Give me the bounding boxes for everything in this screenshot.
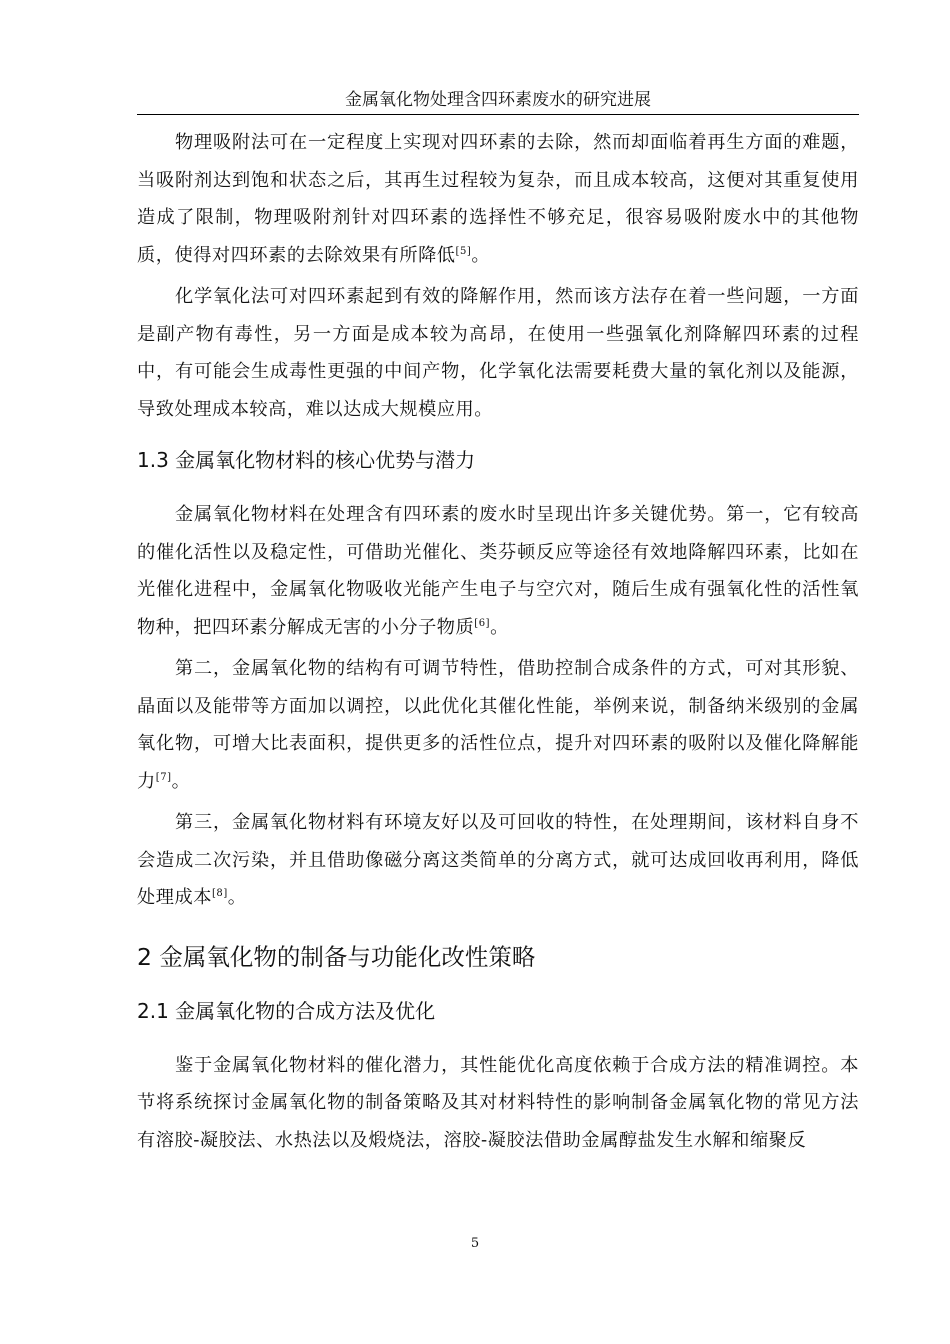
paragraph-text: 第三，金属氧化物材料有环境友好以及可回收的特性，在处理期间，该材料自身不会造成二次污染，并且借助像磁分离这类简单的分离方式，就可达成回收再利用，降低处理成本 [137, 812, 859, 908]
citation-ref: [8] [211, 888, 228, 899]
paragraph-end: 。 [490, 616, 509, 638]
page-body [137, 124, 859, 1159]
heading-1-3: 1.3 金属氧化物材料的核心优势与潜力 [137, 448, 476, 472]
paragraph-physical-adsorption [137, 124, 859, 274]
header-title: 金属氧化物处理含四环素废水的研究进展 [345, 90, 651, 110]
paragraph-end: 。 [471, 244, 491, 266]
paragraph-end: 。 [227, 887, 247, 908]
paragraph-advantage-second [137, 650, 859, 800]
paragraph-end: 。 [171, 770, 191, 792]
paragraph-synthesis-methods [137, 1047, 859, 1160]
page-number: 5 [470, 1236, 480, 1251]
heading-2: 2 金属氧化物的制备与功能化改性策略 [137, 942, 536, 971]
citation-ref: [6] [474, 617, 491, 629]
paragraph-text: 鉴于金属氧化物材料的催化潜力，其性能优化高度依赖于合成方法的精准调控。本节将系统探讨金属氧化物的制备策略及其对材料特性的影响制备金属氧化物的常见方法有溶胶-凝胶法、水热法以及煅烧法，溶胶-凝胶法借助金属醇盐发生水解和缩聚反 [137, 1054, 859, 1151]
citation-ref: [5] [455, 245, 472, 257]
paragraph-advantage-third [137, 804, 859, 917]
citation-ref: [7] [155, 771, 172, 783]
heading-2-1: 2.1 金属氧化物的合成方法及优化 [137, 998, 436, 1023]
running-header [137, 86, 859, 115]
paragraph-chemical-oxidation [137, 278, 859, 428]
paragraph-text: 化学氧化法可对四环素起到有效的降解作用，然而该方法存在着一些问题，一方面是副产物有毒性，另一方面是成本较为高昂，在使用一些强氧化剂降解四环素的过程中，有可能会生成毒性更强的中间产物，化学氧化法需要耗费大量的氧化剂以及能源，导致处理成本较高，难以达成大规模应用。 [137, 286, 859, 420]
paragraph-advantage-first [137, 496, 859, 646]
paragraph-text: 金属氧化物材料在处理含有四环素的废水时呈现出许多关键优势。第一，它有较高的催化活性以及稳定性，可借助光催化、类芬顿反应等途径有效地降解四环素，比如在光催化进程中，金属氧化物吸收光能产生电子与空穴对，随后生成有强氧化性的活性氧物种，把四环素分解成无害的小分子物质 [137, 504, 859, 638]
paragraph-text: 第二，金属氧化物的结构有可调节特性，借助控制合成条件的方式，可对其形貌、晶面以及能带等方面加以调控，以此优化其催化性能，举例来说，制备纳米级别的金属氧化物，可增大比表面积，提供更多的活性位点，提升对四环素的吸附以及催化降解能力 [137, 658, 859, 792]
paragraph-text: 物理吸附法可在一定程度上实现对四环素的去除，然而却面临着再生方面的难题，当吸附剂达到饱和状态之后，其再生过程较为复杂，而且成本较高，这便对其重复使用造成了限制，物理吸附剂针对四环素的选择性不够充足，很容易吸附废水中的其他物质，使得对四环素的去除效果有所降低 [137, 132, 859, 266]
